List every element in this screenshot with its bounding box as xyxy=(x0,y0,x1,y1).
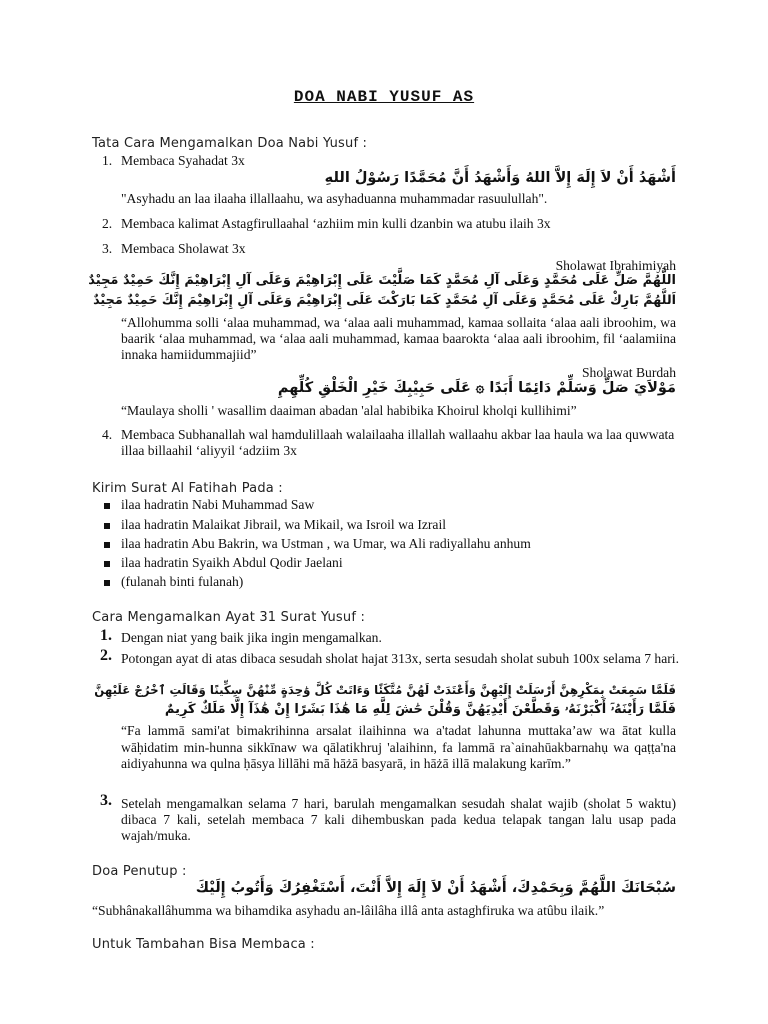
list-item-text: Membaca Syahadat 3x xyxy=(121,153,245,168)
bullet-icon xyxy=(104,523,110,529)
list-number: 3. xyxy=(102,241,113,256)
document-title: DOA NABI YUSUF AS xyxy=(293,88,475,106)
list-item: ilaa hadratin Abu Bakrin, wa Ustman , wa Umar, wa Ali radiyallahu anhum xyxy=(121,536,531,551)
list-item: ilaa hadratin Malaikat Jibrail, wa Mikail, wa Isroil wa Izrail xyxy=(121,517,447,532)
list-number: 4. xyxy=(102,427,113,442)
section-heading-tata-cara: Tata Cara Mengamalkan Doa Nabi Yusuf : xyxy=(92,136,368,151)
list-item-text: Dengan niat yang baik jika ingin mengamalkan. xyxy=(121,630,382,645)
latin-sholawat-burdah: “Maulaya sholli ' wasallim daaiman abadan 'alal habibika Khoirul kholqi kullihimi” xyxy=(121,403,577,418)
bullet-icon xyxy=(104,542,110,548)
arabic-ayat-31-line-1: فَلَمَّا سَمِعَتْ بِمَكْرِهِنَّ أَرْسَلَتْ إِلَيْهِنَّ وَأَعْتَدَتْ لَهُنَّ مُتَّكَئًا وَءَاتَتْ كُلَّ وَٰحِدَةٍ مِّنْهُنَّ سِكِّينًا وَقَالَتِ ٱخْرُجْ عَلَيْهِنَّ xyxy=(94,683,676,697)
section-heading-kirim-fatihah: Kirim Surat Al Fatihah Pada : xyxy=(92,481,283,496)
list-number: 3. xyxy=(100,792,112,809)
list-number: 2. xyxy=(102,216,113,231)
list-number: 2. xyxy=(100,647,112,664)
arabic-sholawat-ibrahimiyah-2: اَللَّهُمَّ بَارِكْ عَلَى مُحَمَّدٍ وَعَلَى آلِ مُحَمَّدٍ كَمَا بَارَكْتَ عَلَى إِبْرَاهِيْمَ وَعَلَى آلِ إِبْرَاهِيْمَ إِنَّكَ حَمِيْدٌ مَجِيْدٌ xyxy=(93,293,676,308)
arabic-ayat-31-line-2: فَلَمَّا رَأَيْنَهُۥٓ أَكْبَرْنَهُۥ وَقَطَّعْنَ أَيْدِيَهُنَّ وَقُلْنَ حَٰشَ لِلَّهِ مَا هَٰذَا بَشَرًا إِنْ هَٰذَآ إِلَّا مَلَكٌ كَرِيمٌ xyxy=(164,702,676,717)
arabic-doa-penutup: سُبْحَانَكَ اللَّهُمَّ وَبِحَمْدِكَ، أَشْهَدُ أَنْ لاَ إِلَهَ إِلاَّ أَنْتَ، أَسْتَغْفِرُكَ وَأَتُوبُ إِلَيْكَ xyxy=(195,880,676,896)
list-number: 1. xyxy=(100,627,112,644)
list-item-text: Membaca Sholawat 3x xyxy=(121,241,246,256)
latin-doa-penutup: “Subhânakallâhumma wa bihamdika asyhadu an-lâilâha illâ anta astaghfiruka wa atûbu ilaik.” xyxy=(92,903,605,918)
list-number: 1. xyxy=(102,153,113,168)
latin-sholawat-ibrahimiyah: “Allohumma solli ‘alaa muhammad, wa ‘alaa aali muhammad, kamaa sollaita ‘alaa aali ibroohim, wa baarik ‘alaa muhammad, wa ‘alaa aali muhammad, kamaa baarokta ‘alaa aali ibroohim, fil ‘aalamiina innaka hamiidummajiid” xyxy=(121,315,676,362)
sholawat-label-ibrahimiyah: Sholawat Ibrahimiyah xyxy=(555,258,676,273)
bullet-icon xyxy=(104,503,110,509)
latin-ayat-31: “Fa lammā sami'at bimakrihinna arsalat ilaihinna wa a'tadat lahunna muttaka’aw wa ātat kulla wāḥidatim min-hunna sikkīnaw wa qālatikhruj 'alaihinn, fa lammā ra`ainahūakbarnahụ wa qaṭṭa'na aidiyahunna wa qulna ḥāsya lillāhi mā hāżā basyarā, in hāżā illā malakung karīm.” xyxy=(121,723,676,771)
section-heading-doa-penutup: Doa Penutup : xyxy=(92,864,187,879)
list-item-text: Potongan ayat di atas dibaca sesudah sholat hajat 313x, serta sesudah sholat subuh 100x selama 7 hari. xyxy=(121,651,679,666)
list-item-text: Membaca kalimat Astagfirullaahal ‘azhiim min kulli dzanbin wa atubu ilaih 3x xyxy=(121,216,551,231)
list-item-text: Setelah mengamalkan selama 7 hari, barulah mengamalkan sesudah shalat wajib (sholat 5 waktu) dibaca 7 kali, setelah membaca 7 kali dihembuskan pada kedua telapak tangan lalu usap pada wajah/muka. xyxy=(121,796,676,843)
section-heading-tambahan: Untuk Tambahan Bisa Membaca : xyxy=(92,937,315,952)
list-item: (fulanah binti fulanah) xyxy=(121,574,244,589)
list-item: ilaa hadratin Syaikh Abdul Qodir Jaelani xyxy=(121,555,343,570)
bullet-icon xyxy=(104,561,110,567)
arabic-sholawat-burdah: مَوْلاَيَ صَلِّ وَسَلِّمْ دَائِمًا أَبَدًا ۞ عَلَى حَبِيْبِكَ خَيْرِ الْخَلْقِ كُلِّهِمِ xyxy=(277,380,676,396)
sholawat-label-burdah: Sholawat Burdah xyxy=(581,365,676,380)
arabic-syahadat: أَشْهَدُ أَنْ لاَ إِلَهَ إِلاَّ اللهُ وَأَشْهَدُ أَنَّ مُحَمَّدًا رَسُوْلُ اللهِ xyxy=(324,170,676,186)
list-item: ilaa hadratin Nabi Muhammad Saw xyxy=(121,497,315,512)
latin-syahadat: "Asyhadu an laa ilaaha illallaahu, wa asyhaduanna muhammadar rasuulullah". xyxy=(121,191,548,206)
section-heading-ayat-31: Cara Mengamalkan Ayat 31 Surat Yusuf : xyxy=(92,610,366,625)
bullet-icon xyxy=(104,580,110,586)
list-item-text: Membaca Subhanallah wal hamdulillaah walailaaha illallah wallaahu akbar laa haula wa laa quwwata illaa billaahil ‘aliyyil ‘adziim 3x xyxy=(121,427,675,458)
arabic-sholawat-ibrahimiyah-1: اللَّهُمَّ صَلِّ عَلَى مُحَمَّدٍ وَعَلَى آلِ مُحَمَّدٍ كَمَا صَلَّيْتَ عَلَى إِبْرَاهِيْمَ وَعَلَى آلِ إِبْرَاهِيْمَ إِنَّكَ حَمِيْدٌ مَجِيْدٌ xyxy=(88,273,676,288)
